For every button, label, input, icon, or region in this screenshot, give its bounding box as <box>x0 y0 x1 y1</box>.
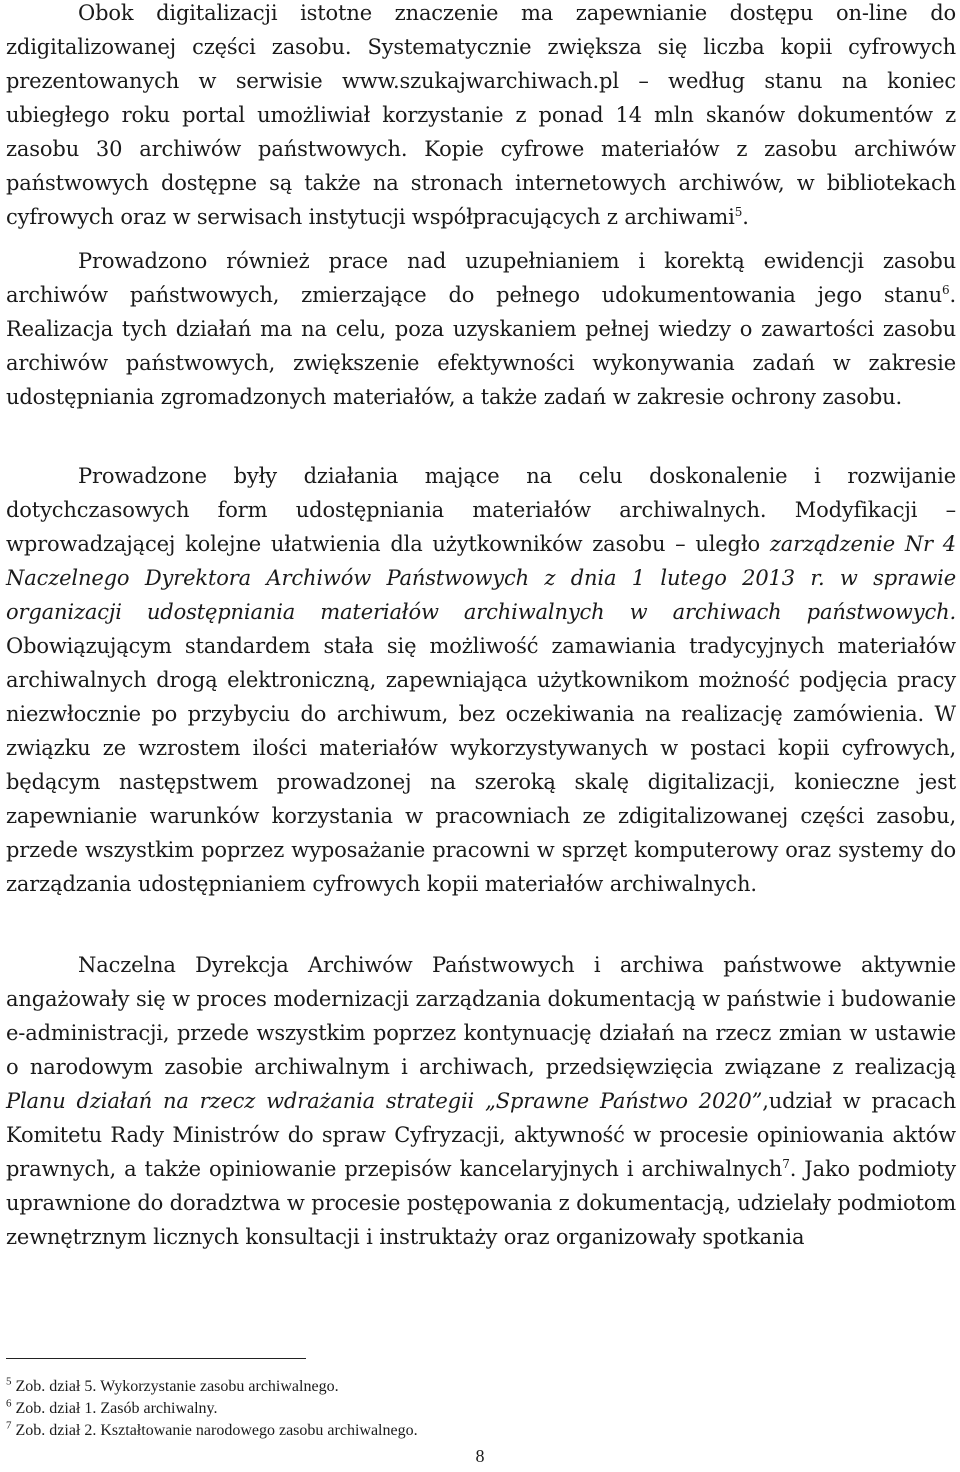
paragraph-access-forms <box>6 459 956 901</box>
footnote-7 <box>6 1420 946 1442</box>
footnote-separator <box>6 1358 306 1359</box>
paragraph-text-end: . <box>742 205 749 229</box>
page-number: 8 <box>475 1446 485 1466</box>
paragraph-text: Naczelna Dyrekcja Archiwów Państwowych i archiwa państwowe aktywnie angażowały się w proces modernizacji zarządzania dokumentacją w państwie i budowanie e-administracji, przede wszystkim poprzez kontynuację działań na rzecz zmian w ustawie o narodowym zasobie archiwalnym i archiwach, przedsięwzięcia związane z realizacją <box>6 953 956 1079</box>
paragraph-text-continued: . Realizacja tych działań ma na celu, poza uzyskaniem pełnej wiedzy o zawartości zasobu archiwów państwowych, zwiększenie efektywności wykonywania zadań w zakresie udostępniania zgromadzonych materiałów, a także zadań w zakresie ochrony zasobu. <box>6 283 956 409</box>
paragraph-online-access <box>6 0 956 234</box>
paragraph-text-continued: Obowiązującym standardem stała się możliwość zamawiania tradycyjnych materiałów archiwalnych drogą elektroniczną, zapewniająca użytkownikom możność podjęcia pracy niezwłocznie po przybyciu do archiwum, bez oczekiwania na realizację zamówienia. W związku ze wzrostem ilości materiałów wykorzystywanych w postaci kopii cyfrowych, będącym następstwem prowadzonej na szeroką skalę digitalizacji, konieczne jest zapewnianie warunków korzystania w pracowniach ze zdigitalizowanej części zasobu, przede wszystkim poprzez wyposażanie pracowni w sprzęt komputerowy oraz systemy do zarządzania udostępnianiem cyfrowych kopii materiałów archiwalnych. <box>6 634 956 896</box>
footnote-text: Zob. dział 1. Zasób archiwalny. <box>15 1400 218 1417</box>
footnote-number: 6 <box>6 1397 12 1410</box>
regulation-title: zarządzenie Nr 4 Naczelnego Dyrektora Archiwów Państwowych z dnia 1 lutego 2013 r. w sprawie organizacji udostępniania materiałów archiwalnych w archiwach państwowych. <box>6 532 956 624</box>
footnote-number: 5 <box>6 1375 12 1388</box>
footnote-6 <box>6 1398 946 1420</box>
paragraph-text: Obok digitalizacji istotne znaczenie ma zapewnianie dostępu on-line do zdigitalizowanej części zasobu. Systematycznie zwiększa się liczba kopii cyfrowych prezentowanych w serwisie www.szukajwarchiwach.pl – według stanu na koniec ubiegłego roku portal umożliwiał korzystanie z ponad 14 mln skanów dokumentów z zasobu 30 archiwów państwowych. Kopie cyfrowe materiałów z zasobu archiwów państwowych dostępne są także na stronach internetowych archiwów, w bibliotekach cyfrowych oraz w serwisach instytucji współpracujących z archiwami <box>6 1 956 229</box>
paragraph-text: Prowadzono również prace nad uzupełnianiem i korektą ewidencji zasobu archiwów państwowych, zmierzające do pełnego udokumentowania jego stanu <box>6 249 956 307</box>
footnote-ref-7[interactable]: 7 <box>782 1157 790 1171</box>
footnotes <box>6 1376 946 1442</box>
paragraph-text-continued: ,udział w pracach Komitetu Rady Ministrów do spraw Cyfryzacji, aktywność w procesie opiniowania aktów prawnych, a także opiniowanie przepisów kancelaryjnych i archiwalnych <box>6 1089 956 1181</box>
footnote-text: Zob. dział 2. Kształtowanie narodowego zasobu archiwalnego. <box>15 1422 418 1439</box>
footnote-ref-5[interactable]: 5 <box>734 205 743 219</box>
footnote-text: Zob. dział 5. Wykorzystanie zasobu archiwalnego. <box>15 1378 339 1395</box>
paragraph-records-inventory <box>6 244 956 414</box>
footnote-ref-6[interactable]: 6 <box>941 283 950 297</box>
footnote-5 <box>6 1376 946 1398</box>
footnote-number: 7 <box>6 1419 12 1432</box>
paragraph-text: Prowadzone były działania mające na celu doskonalenie i rozwijanie dotychczasowych form udostępniania materiałów archiwalnych. Modyfikacji – wprowadzającej kolejne ułatwienia dla użytkowników zasobu – uległo <box>6 464 956 556</box>
strategy-title: Planu działań na rzecz wdrażania strategii „Sprawne Państwo 2020” <box>6 1089 763 1113</box>
paragraph-text-end: . Jako podmioty uprawnione do doradztwa w procesie postępowania z dokumentacją, udzielały podmiotom zewnętrznym licznych konsultacji i instruktaży oraz organizowały spotkania <box>6 1157 957 1249</box>
paragraph-e-administration <box>6 948 956 1254</box>
